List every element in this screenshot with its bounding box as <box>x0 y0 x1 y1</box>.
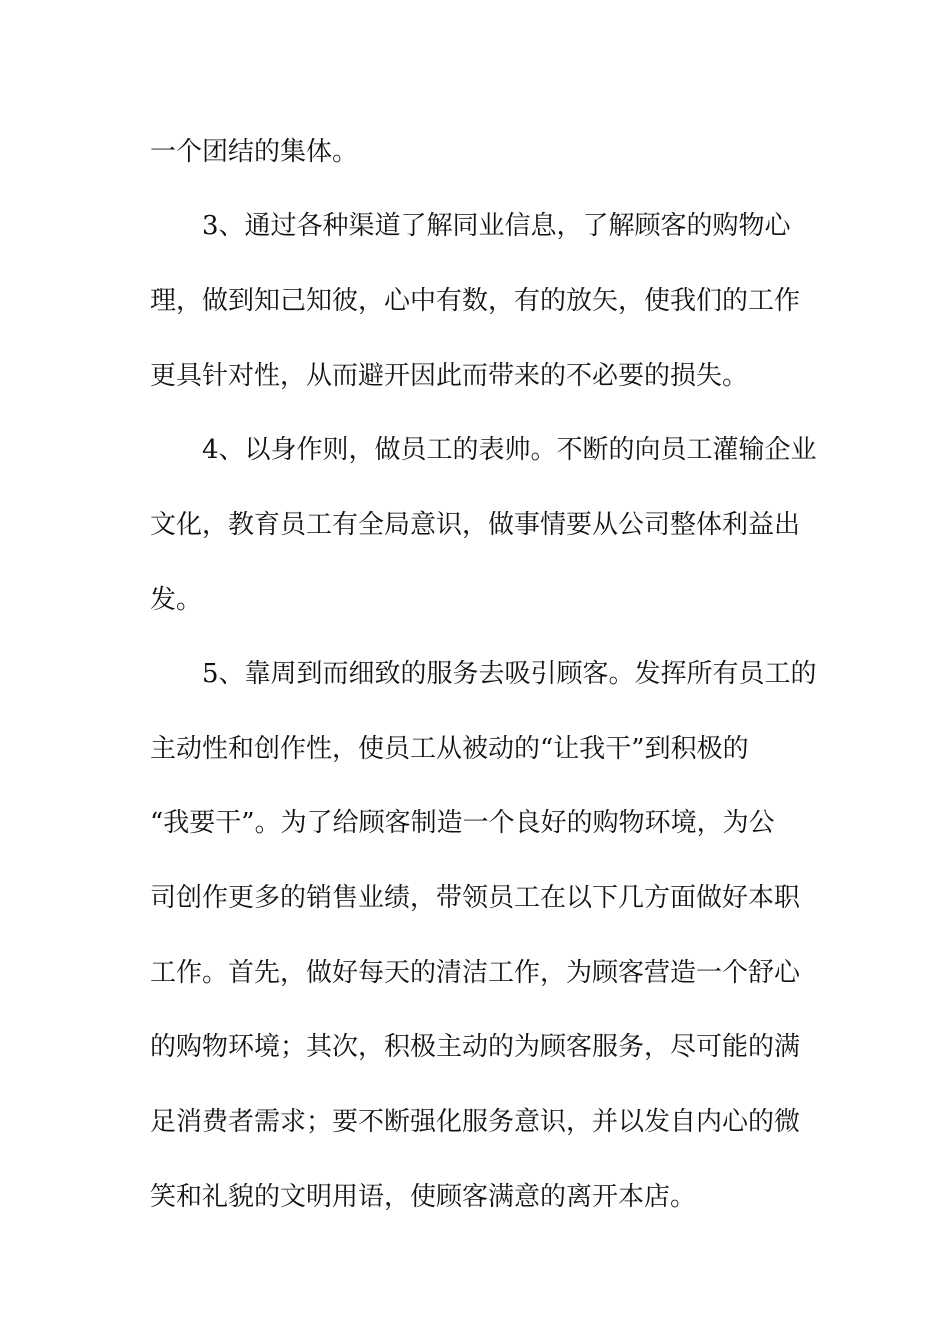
text-line: 工作。首先，做好每天的清洁工作，为顾客营造一个舒心 <box>150 958 801 988</box>
text-line: “我要干”。为了给顾客制造一个良好的购物环境，为公 <box>150 808 775 838</box>
text-line: 笑和礼貌的文明用语，使顾客满意的离开本店。 <box>150 1182 697 1212</box>
text-line: 4、以身作则，做员工的表帅。不断的向员工灌输企业 <box>202 435 817 465</box>
text-line: 5、靠周到而细致的服务去吸引顾客。发挥所有员工的 <box>202 659 817 689</box>
text-line: 足消费者需求；要不断强化服务意识，并以发自内心的微 <box>150 1107 801 1137</box>
text-line: 司创作更多的销售业绩，带领员工在以下几方面做好本职 <box>150 883 801 913</box>
text-line: 一个团结的集体。 <box>150 137 359 167</box>
text-line: 主动性和创作性，使员工从被动的“让我干”到积极的 <box>150 734 749 764</box>
text-line: 的购物环境；其次，积极主动的为顾客服务，尽可能的满 <box>150 1032 801 1062</box>
text-line: 文化，教育员工有全局意识，做事情要从公司整体利益出 <box>150 510 801 540</box>
text-line: 发。 <box>150 585 203 615</box>
text-line: 理，做到知己知彼，心中有数，有的放矢，使我们的工作 <box>150 286 801 316</box>
text-line: 更具针对性，从而避开因此而带来的不必要的损失。 <box>150 361 749 391</box>
text-line: 3、通过各种渠道了解同业信息，了解顾客的购物心 <box>202 211 791 241</box>
